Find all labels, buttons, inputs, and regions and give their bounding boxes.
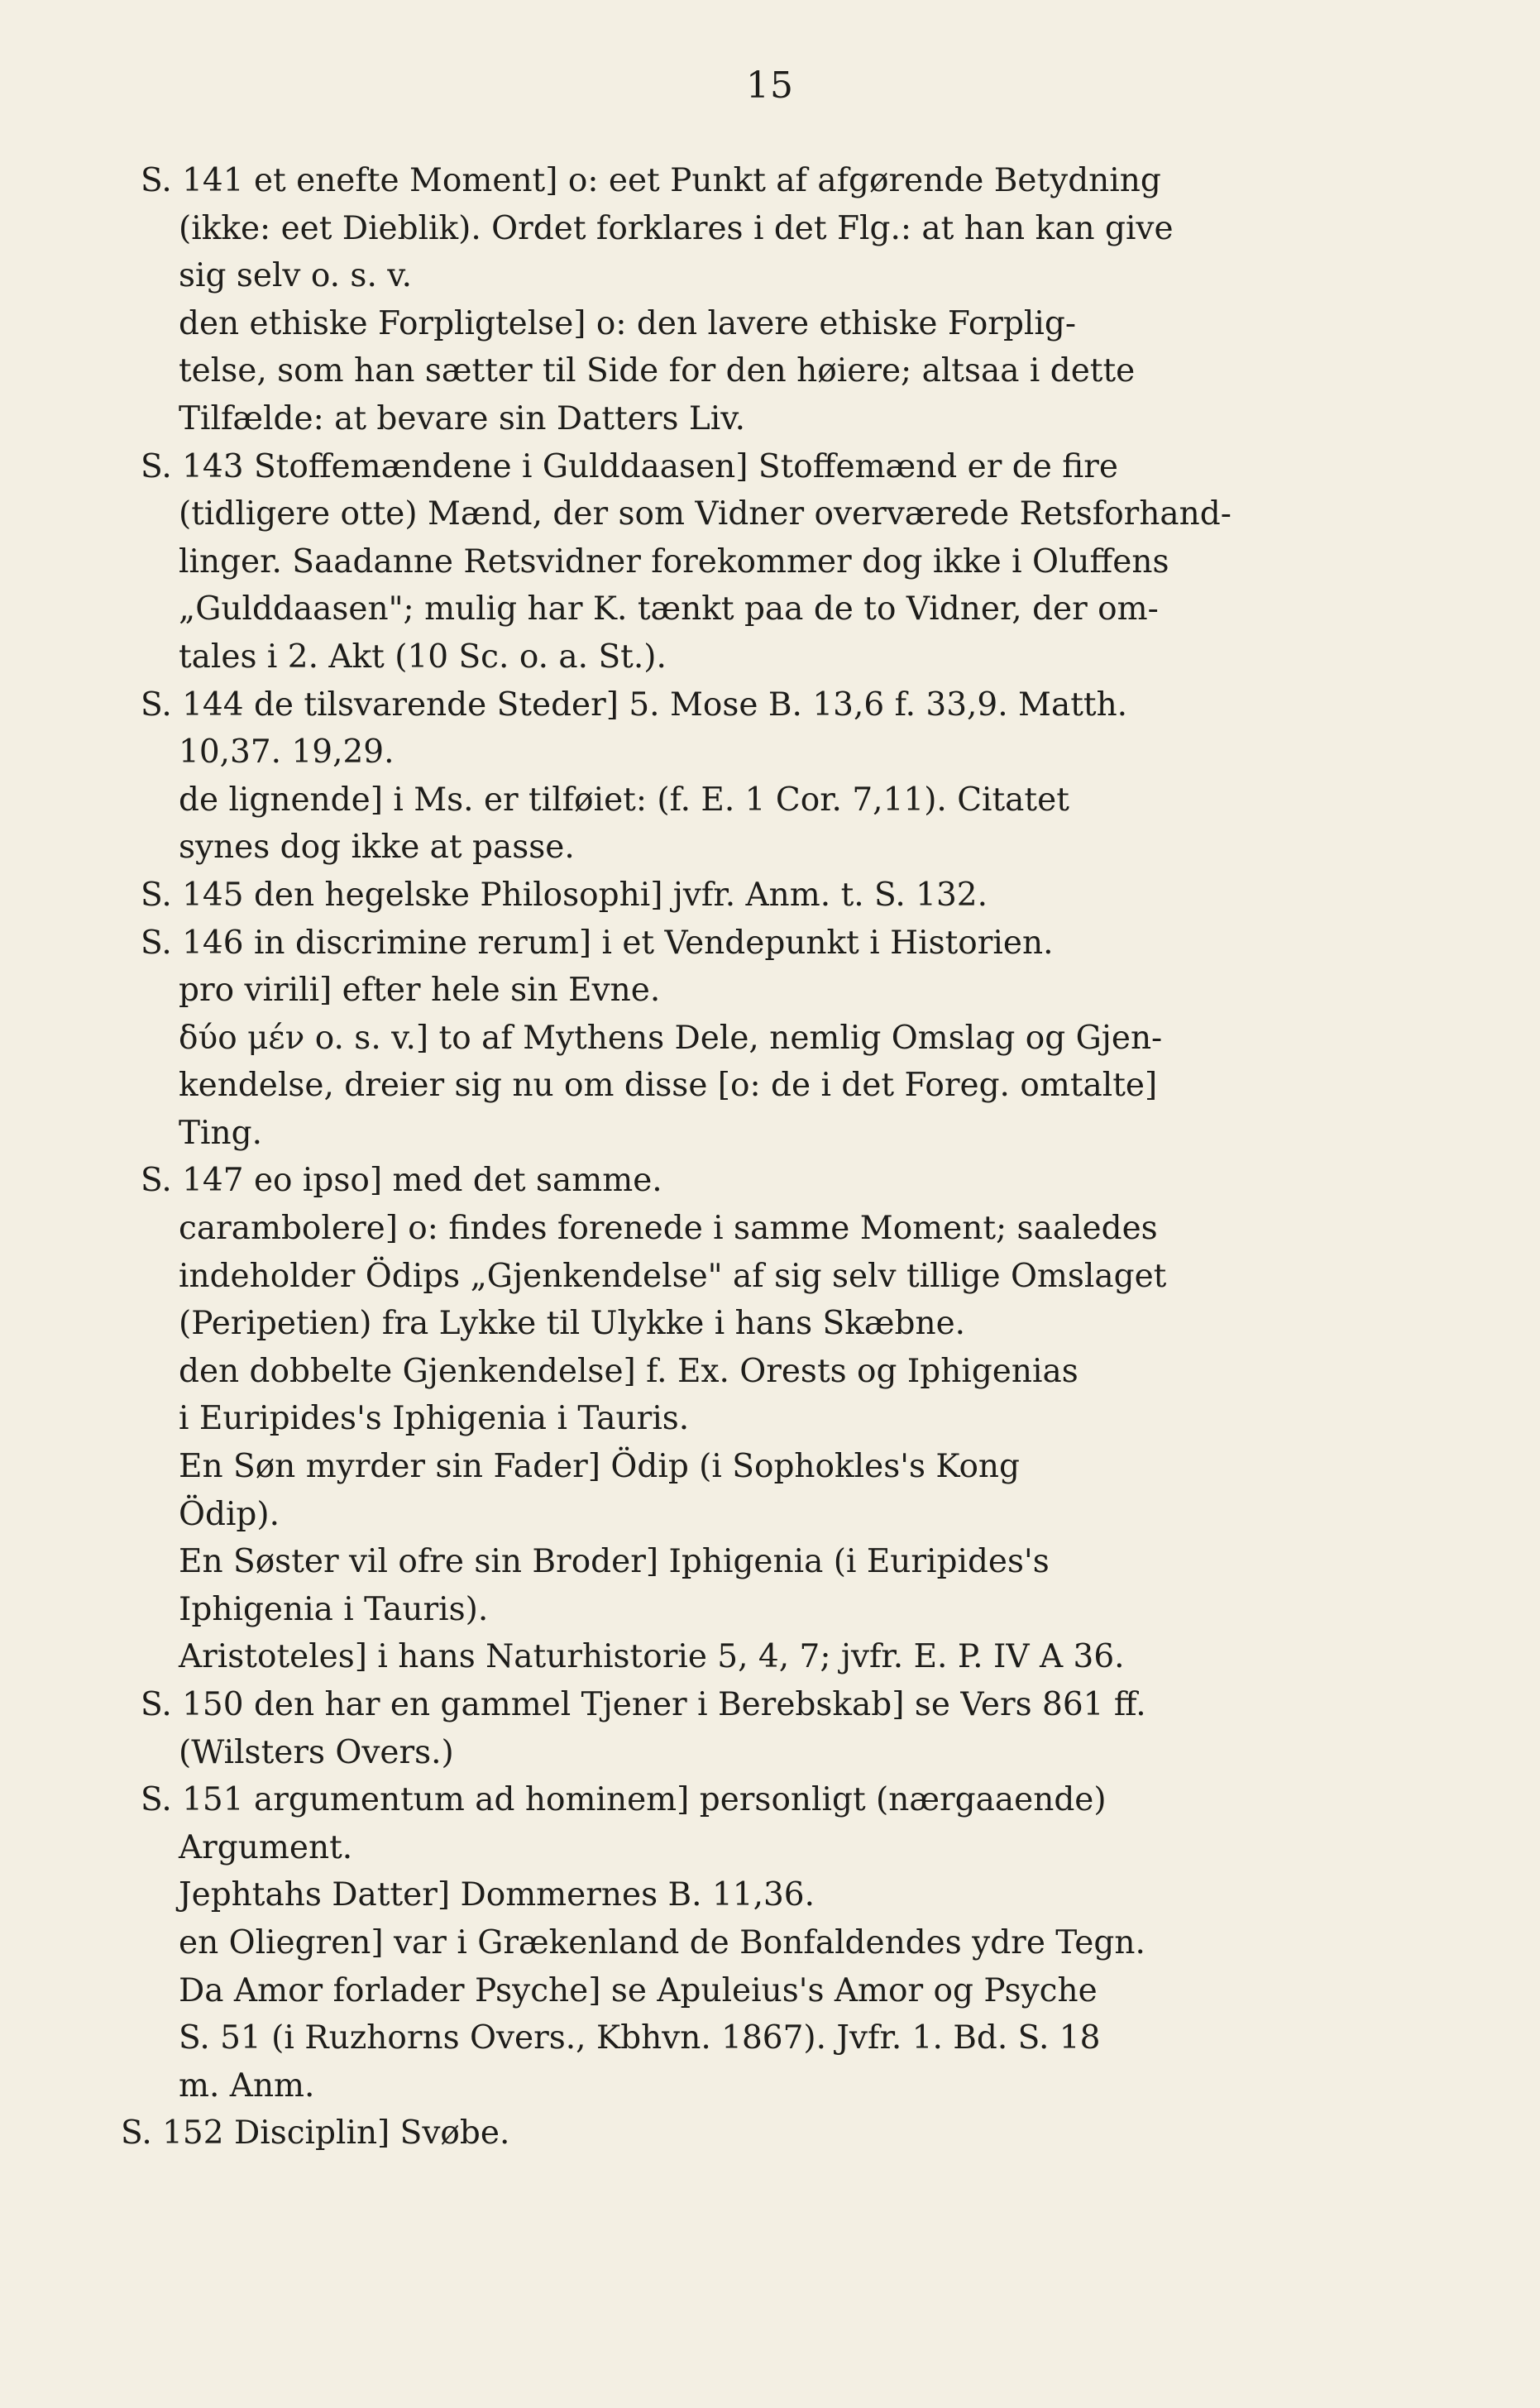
text-line: de lignende] i Ms. er tilføiet: (f. E. 1 Cor. 7,11). Citatet [179,781,1069,819]
text-line: pro virili] efter hele sin Evne. [179,972,661,1010]
text-line: 10,37. 19,29. [179,733,395,772]
text-line: S. 146 in discrimine rerum] i et Vendepunkt i Historien. [141,924,1054,962]
text-line: S. 51 (i Ruzhorns Overs., Kbhvn. 1867). Jvfr. 1. Bd. S. 18 [179,2019,1101,2057]
text-line: Aristoteles] i hans Naturhistorie 5, 4, 7; jvfr. E. P. IV A 36. [179,1638,1125,1676]
text-line: (tidligere otte) Mænd, der som Vidner overværede Retsforhand- [179,495,1232,533]
text-line: i Euripides's Iphigenia i Tauris. [179,1400,690,1438]
page-number: 15 [746,64,794,107]
text-line: Jephtahs Datter] Dommernes B. 11,36. [179,1876,815,1914]
commentary-text [121,157,1431,2157]
text-line: m. Anm. [179,2066,315,2105]
text-line: S. 143 Stoffemændene i Gulddaasen] Stoffemænd er de fire [141,447,1118,485]
text-line: Argument. [179,1828,353,1866]
text-line: En Søn myrder sin Fader] Ödip (i Sophokles's Kong [179,1448,1021,1486]
text-line: telse, som han sætter til Side for den høiere; altsaa i dette [179,352,1136,390]
text-line: S. 141 et enefte Moment] o: eet Punkt af afgørende Betydning [141,162,1161,199]
text-line: En Søster vil ofre sin Broder] Iphigenia (i Euripides's [179,1543,1050,1581]
text-line: carambolere] o: findes forenede i samme Moment; saaledes [179,1210,1158,1248]
text-line: den dobbelte Gjenkendelse] f. Ex. Orests og Iphigenias [179,1352,1078,1390]
text-line: tales i 2. Akt (10 Sc. o. a. St.). [179,638,667,676]
text-line: S. 147 eo ipso] med det samme. [141,1162,662,1200]
text-line: Iphigenia i Tauris). [179,1590,489,1628]
text-line: „Gulddaasen"; mulig har K. tænkt paa de to Vidner, der om- [179,590,1159,628]
text-line: linger. Saadanne Retsvidner forekommer dog ikke i Oluffens [179,542,1169,580]
text-line: synes dog ikke at passe. [179,829,575,867]
text-line: den ethiske Forpligtelse] o: den lavere ethiske Forplig- [179,304,1076,342]
text-line: S. 152 Disciplin] Svøbe. [121,2114,510,2152]
text-line: S. 150 den har en gammel Tjener i Berebskab] se Vers 861 ff. [141,1686,1146,1723]
text-line: (Peripetien) fra Lykke til Ulykke i hans Skæbne. [179,1305,966,1343]
text-line: S. 144 de tilsvarende Steder] 5. Mose B. 13,6 f. 33,9. Matth. [141,686,1128,724]
text-line: Tilfælde: at bevare sin Datters Liv. [179,399,746,437]
text-line: (ikke: eet Dieblik). Ordet forklares i det Flg.: at han kan give [179,209,1174,247]
text-line: indeholder Ödips „Gjenkendelse" af sig selv tillige Omslaget [179,1257,1167,1295]
text-line: sig selv o. s. v. [179,257,413,295]
text-line: en Oliegren] var i Grækenland de Bonfaldendes ydre Tegn. [179,1923,1145,1961]
text-line: S. 145 den hegelske Philosophi] jvfr. Anm. t. S. 132. [141,876,988,914]
text-line: δύο μέν o. s. v.] to af Mythens Dele, nemlig Omslag og Gjen- [179,1019,1163,1057]
text-line: S. 151 argumentum ad hominem] personligt (nærgaaende) [141,1781,1107,1819]
text-line: Ödip). [179,1495,280,1533]
text-line: (Wilsters Overs.) [179,1733,454,1771]
text-line: Ting. [179,1114,262,1152]
text-line: kendelse, dreier sig nu om disse [o: de i det Foreg. omtalte] [179,1067,1158,1105]
text-line: Da Amor forlader Psyche] se Apuleius's Amor og Psyche [179,1971,1098,2009]
